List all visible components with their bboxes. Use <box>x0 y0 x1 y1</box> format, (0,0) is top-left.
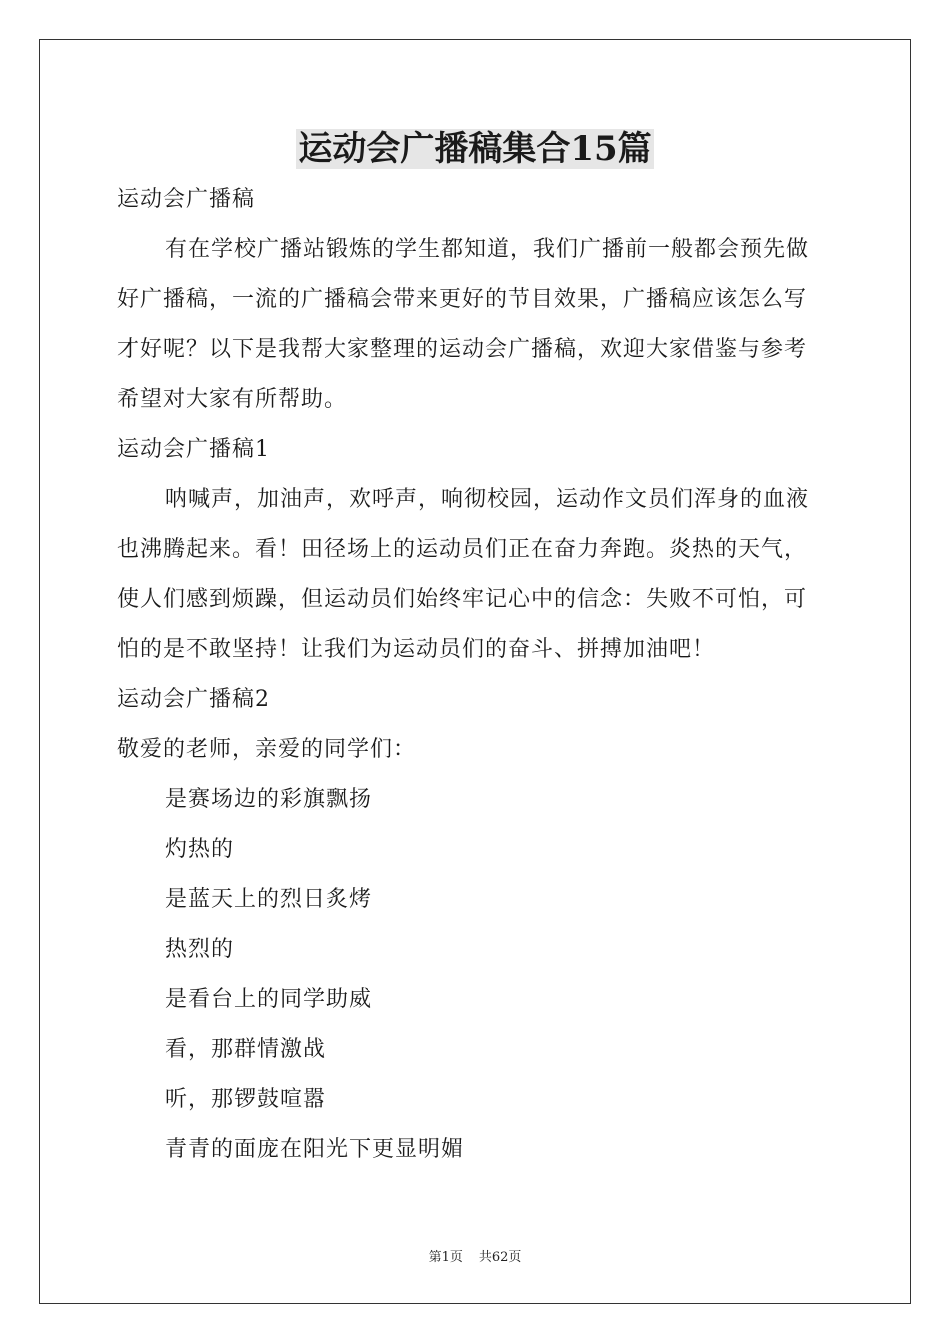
section-heading: 运动会广播稿2 <box>117 687 270 712</box>
verse-line: 听，那锣鼓喧嚣 <box>165 1087 327 1112</box>
verse-line: 是赛场边的彩旗飘扬 <box>165 787 373 812</box>
verse-line: 青青的面庞在阳光下更显明媚 <box>165 1137 465 1162</box>
verse-line: 灼热的 <box>165 837 235 862</box>
paragraph-line: 也沸腾起来。看！田径场上的运动员们正在奋力奔跑。炎热的天气， <box>117 537 808 562</box>
page-footer <box>0 1248 950 1268</box>
paragraph-line: 有在学校广播站锻炼的学生都知道，我们广播前一般都会预先做 <box>165 237 810 262</box>
verse-line: 是看台上的同学助威 <box>165 987 373 1012</box>
page-number: 第1页 <box>428 1250 463 1265</box>
document-body <box>117 175 837 1175</box>
page-total: 共62页 <box>478 1250 522 1265</box>
paragraph-line: 希望对大家有所帮助。 <box>117 387 348 412</box>
salutation-line: 敬爱的老师，亲爱的同学们： <box>117 737 417 762</box>
verse-line: 热烈的 <box>165 937 235 962</box>
paragraph-line: 呐喊声，加油声，欢呼声，响彻校园，运动作文员们浑身的血液 <box>165 487 810 512</box>
paragraph-line: 使人们感到烦躁，但运动员们始终牢记心中的信念：失败不可怕，可 <box>117 587 808 612</box>
document-title <box>0 127 950 171</box>
paragraph-line: 怕的是不敢坚持！让我们为运动员们的奋斗、拼搏加油吧！ <box>117 637 716 662</box>
verse-line: 是蓝天上的烈日炙烤 <box>165 887 373 912</box>
section-heading: 运动会广播稿1 <box>117 437 270 462</box>
document-title-text: 运动会广播稿集合15篇 <box>298 129 652 169</box>
section-heading: 运动会广播稿 <box>117 187 256 212</box>
verse-line: 看，那群情激战 <box>165 1037 327 1062</box>
paragraph-line: 才好呢？以下是我帮大家整理的运动会广播稿，欢迎大家借鉴与参考 <box>117 337 808 362</box>
paragraph-line: 好广播稿，一流的广播稿会带来更好的节目效果，广播稿应该怎么写 <box>117 287 808 312</box>
